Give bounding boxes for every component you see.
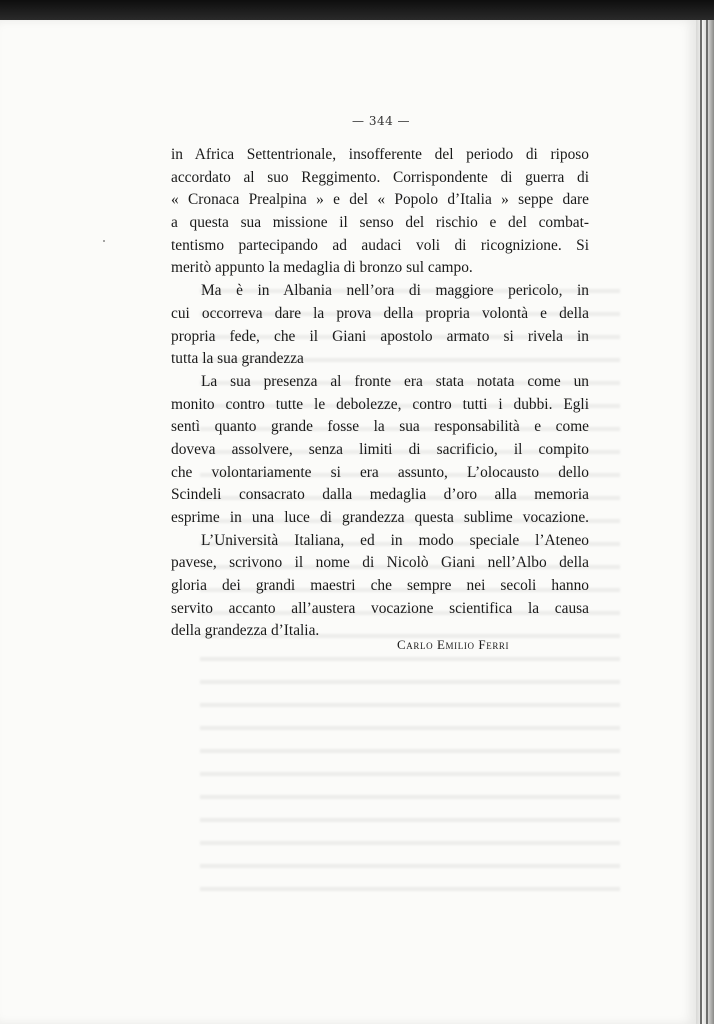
body-text	[171, 144, 589, 643]
page-edge	[696, 20, 714, 1024]
text-line: gloria dei grandi maestri che sempre nei secoli hanno	[171, 577, 589, 595]
text-line: doveva assolvere, senza limiti di sacrificio, il compito	[171, 440, 589, 458]
text-line: della grandezza d’Italia.	[171, 622, 320, 640]
text-line: Ma è in Albania nell’ora di maggiore pericolo, in	[201, 282, 589, 300]
text-line: esprime in una luce di grandezza questa sublime vocazione.	[171, 509, 589, 526]
text-line: servito accanto all’austera vocazione scientifica la causa	[171, 599, 589, 617]
text-line: meritò appunto la medaglia di bronzo sul campo.	[171, 259, 473, 277]
text-line: accordato al suo Reggimento. Corrispondente di guerra di	[171, 168, 589, 186]
text-line: sentì quanto grande fosse la sua responsabilità e come	[171, 418, 589, 436]
text-line: propria fede, che il Giani apostolo armato si rivela in	[171, 327, 589, 345]
text-line: La sua presenza al fronte era stata notata come un	[201, 372, 589, 390]
text-line: in Africa Settentrionale, insofferente del periodo di riposo	[171, 146, 589, 163]
page-number: — 344 —	[352, 114, 411, 128]
text-line: cui occorreva dare la prova della propria volontà e della	[171, 304, 589, 322]
text-line: Scindeli consacrato dalla medaglia d’oro alla memoria	[171, 486, 589, 504]
author-signature: Carlo Emilio Ferri	[397, 637, 510, 652]
text-line: « Cronaca Prealpina » e del « Popolo d’Italia » seppe dare	[171, 191, 589, 209]
text-line: tentismo partecipando ad audaci voli di ricognizione. Si	[171, 236, 589, 254]
page-edge-line	[700, 20, 702, 1024]
text-line: tutta la sua grandezza	[171, 350, 304, 368]
text-line: che volontariamente si era assunto, L’olocausto dello	[171, 463, 589, 481]
page-edge-line	[706, 20, 708, 1024]
text-line: a questa sua missione il senso del rischio e del combat-	[171, 214, 589, 232]
scanner-top-border	[0, 0, 714, 20]
text-line: L’Università Italiana, ed in modo speciale l’Ateneo	[201, 531, 589, 549]
text-line: pavese, scrivono il nome di Nicolò Giani nell’Albo della	[171, 554, 589, 572]
text-line: monito contro tutte le debolezze, contro tutti i dubbi. Egli	[171, 395, 589, 413]
speck	[103, 240, 105, 242]
